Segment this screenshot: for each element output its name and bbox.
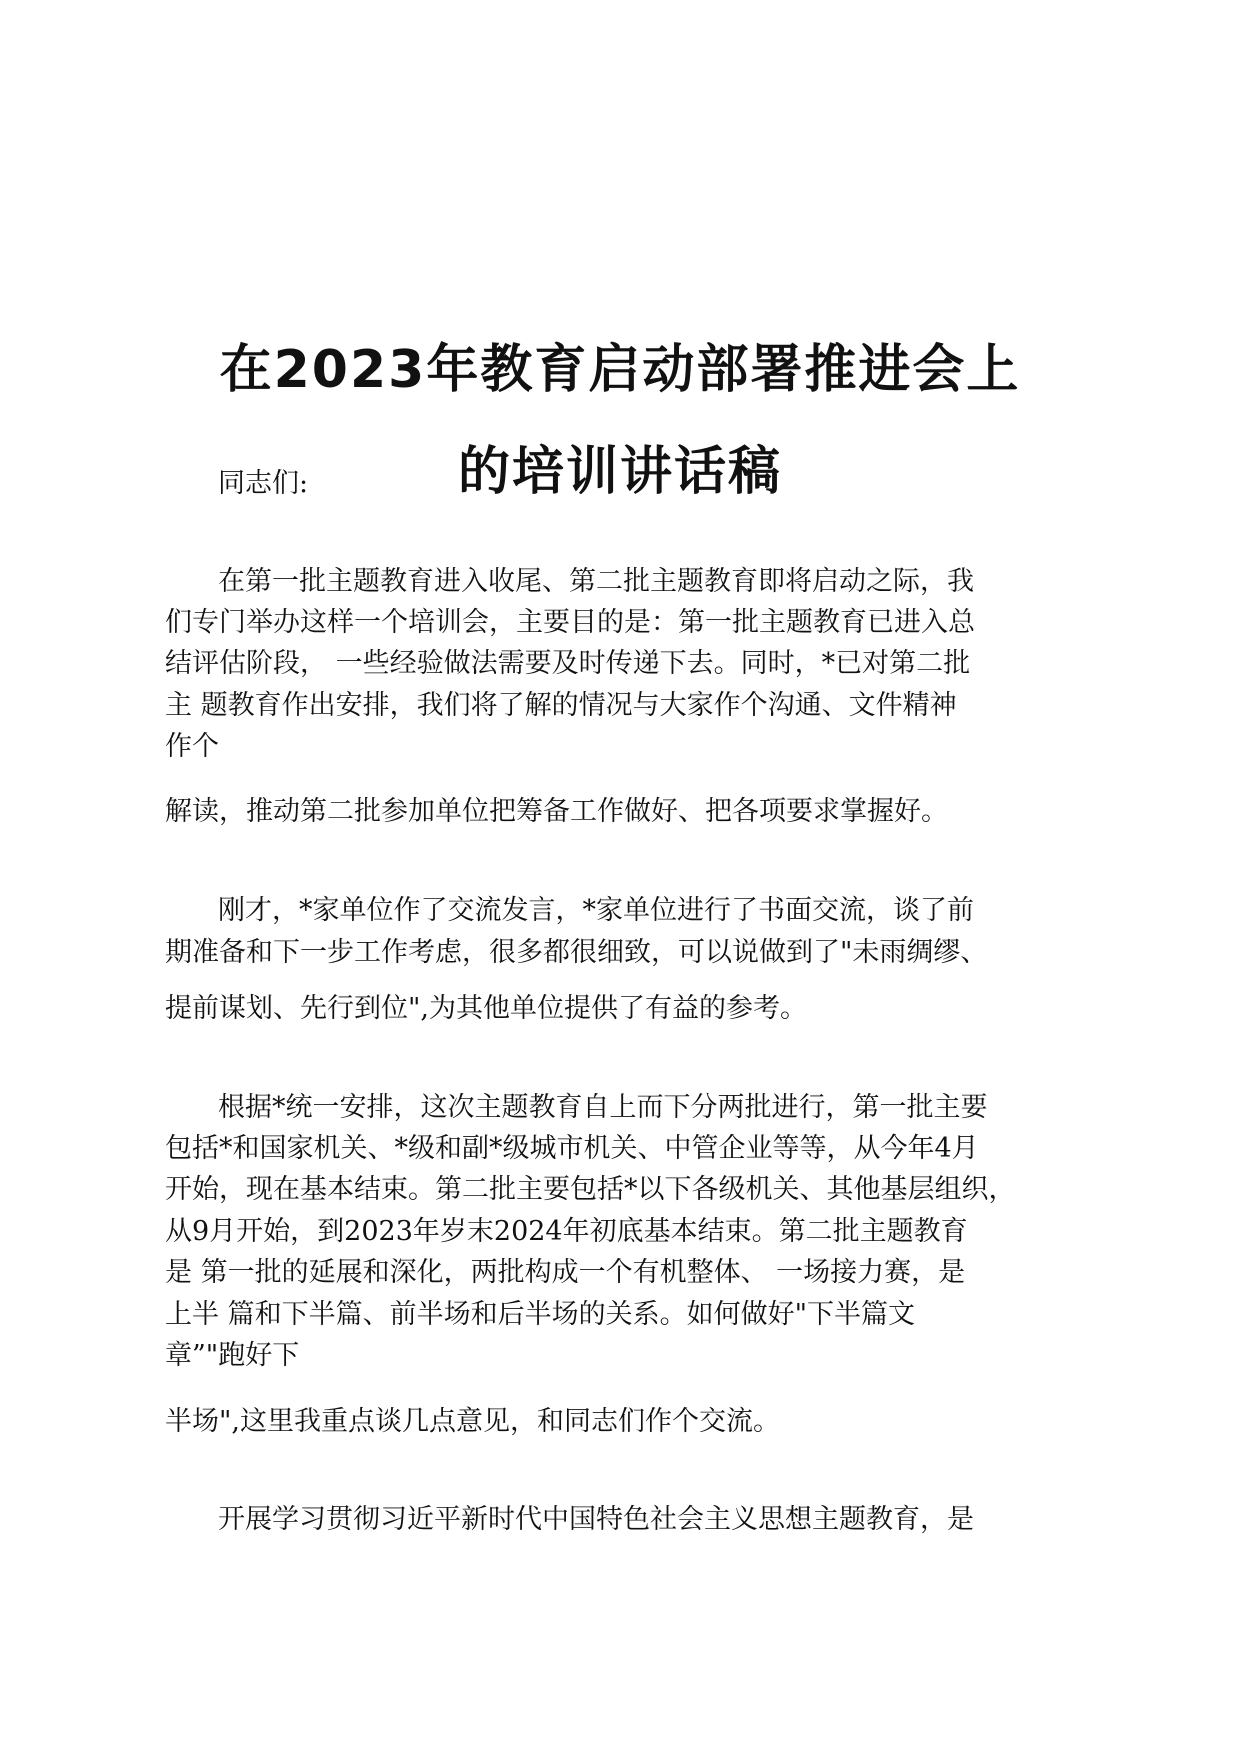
paragraph-3-line-6: 上半 篇和下半篇、前半场和后半场的关系。如何做好"下半篇文 — [165, 1299, 916, 1330]
document-title-line-1: 在2023年教育启动部署推进会上 — [219, 340, 1021, 400]
paragraph-1-line-3: 结评估阶段， 一些经验做法需要及时传递下去。同时，*已对第二批 — [165, 648, 971, 679]
paragraph-1-line-2: 们专门举办这样一个培训会，主要目的是：第一批主题教育已进入总 — [165, 607, 975, 638]
paragraph-3-line-4: 从9月开始，到2023年岁末2024年初底基本结束。第二批主题教育 — [165, 1216, 968, 1247]
paragraph-3-line-7: 章”"跑好下 — [165, 1340, 300, 1371]
paragraph-1-line-4: 主 题教育作出安排，我们将了解的情况与大家作个沟通、文件精神 — [165, 690, 957, 721]
paragraph-3-line-2: 包括*和国家机关、*级和副*级城市机关、中管企业等等，从今年4月 — [165, 1133, 979, 1164]
document-title-line-2: 的培训讲话稿 — [457, 442, 782, 502]
paragraph-3-line-1: 根据*统一安排，这次主题教育自上而下分两批进行，第一批主要 — [218, 1092, 988, 1123]
paragraph-4-line-1: 开展学习贯彻习近平新时代中国特色社会主义思想主题教育，是 — [218, 1504, 974, 1535]
paragraph-2-line-1: 刚才，*家单位作了交流发言，*家单位进行了书面交流，谈了前 — [218, 895, 974, 926]
paragraph-3-line-5: 是 第一批的延展和深化，两批构成一个有机整体、 一场接力赛，是 — [165, 1257, 966, 1288]
paragraph-1-line-1: 在第一批主题教育进入收尾、第二批主题教育即将启动之际，我 — [218, 566, 974, 597]
paragraph-2-line-3: 提前谋划、先行到位",为其他单位提供了有益的参考。 — [165, 993, 808, 1024]
salutation: 同志们: — [218, 468, 309, 499]
paragraph-3-line-3: 开始，现在基本结束。第二批主要包括*以下各级机关、其他基层组织， — [165, 1174, 1016, 1205]
paragraph-1-line-6: 解读，推动第二批参加单位把筹备工作做好、把各项要求掌握好。 — [165, 796, 948, 827]
paragraph-2-line-2: 期准备和下一步工作考虑，很多都很细致，可以说做到了"未雨绸缪、 — [165, 937, 988, 968]
paragraph-1-line-5: 作个 — [165, 731, 219, 762]
paragraph-3-line-8: 半场",这里我重点谈几点意见，和同志们作个交流。 — [165, 1406, 781, 1437]
